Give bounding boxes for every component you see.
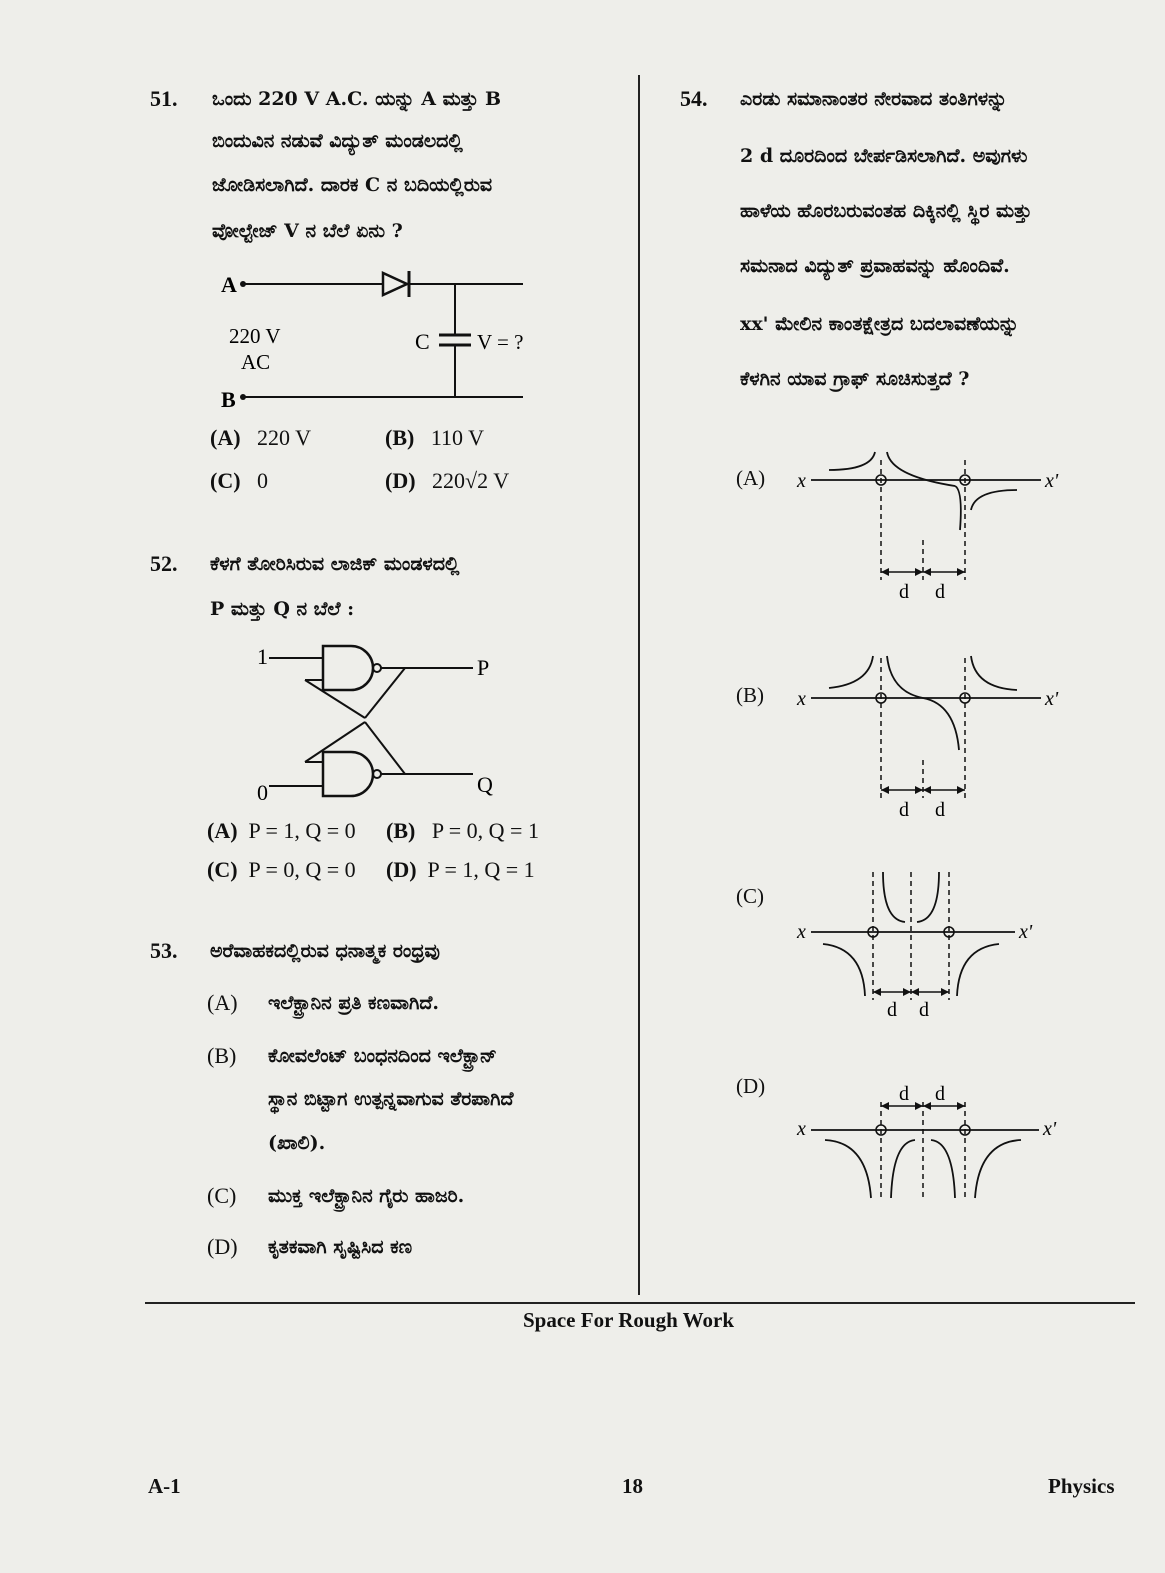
q52-output-p: P [477, 655, 490, 680]
q52-input-0: 0 [257, 780, 268, 805]
q54-line-3: ಹಾಳೆಯ ಹೊರಬರುವಂತಹ ದಿಕ್ಕಿನಲ್ಲಿ ಸ್ಥಿರ ಮತ್ತು [740, 200, 1032, 222]
q54-option-b-key[interactable]: (B) [736, 683, 764, 707]
q51-line-2: ಬಿಂದುವಿನ ನಡುವೆ ವಿದ್ಯುತ್ ಮಂಡಲದಲ್ಲಿ [212, 130, 463, 152]
q51-option-b[interactable]: (B) 110 V [385, 425, 485, 450]
q53-number: 53. [150, 938, 178, 963]
q51-line-3: ಜೋಡಿಸಲಾಗಿದೆ. ದಾರಕ C ನ ಬದಿಯಲ್ಲಿರುವ [212, 174, 493, 196]
q54-line-6: ಕೆಳಗಿನ ಯಾವ ಗ್ರಾಫ್ ಸೂಚಿಸುತ್ತದೆ ? [740, 368, 970, 390]
q54-option-d-key[interactable]: (D) [736, 1074, 766, 1098]
q52-option-b[interactable]: (B) P = 0, Q = 1 [386, 818, 539, 843]
q53-option-c-text: ಮುಕ್ತ ಇಲೆಕ್ಟ್ರಾನಿನ ಗೈರು ಹಾಜರಿ. [268, 1185, 465, 1207]
q52-option-a[interactable]: (A) P = 1, Q = 0 [207, 818, 356, 843]
q54-graph-c-d2: d [919, 999, 929, 1021]
q51-label-source1: 220 V [229, 324, 281, 348]
q53-option-a-key[interactable]: (A) [207, 990, 238, 1015]
q52-logic-circuit [255, 640, 535, 810]
q51-option-d[interactable]: (D) 220√2 V [385, 468, 510, 493]
q54-graph-b-x: x [797, 688, 806, 710]
q54-graph-b-d1: d [899, 799, 909, 821]
q54-graph-a-d2: d [935, 581, 945, 603]
q54-line-1: ಎರಡು ಸಮಾನಾಂತರ ನೇರವಾದ ತಂತಿಗಳನ್ನು [740, 88, 1008, 110]
q53-option-d-text: ಕೃತಕವಾಗಿ ಸೃಷ್ಟಿಸಿದ ಕಣ [268, 1236, 413, 1258]
q52-input-1: 1 [257, 644, 268, 669]
q51-label-v: V = ? [477, 330, 524, 354]
q53-option-c-key[interactable]: (C) [207, 1183, 237, 1208]
q54-graph-c-xp: x' [1019, 921, 1033, 943]
q54-graph-a-d1: d [899, 581, 909, 603]
q52-option-c[interactable]: (C) P = 0, Q = 0 [207, 857, 356, 882]
q54-line-2: 2 d ದೂರದಿಂದ ಬೇರ್ಪಡಿಸಲಾಗಿದೆ. ಅವುಗಳು [740, 145, 1028, 167]
q54-graph-a-x: x [797, 470, 806, 492]
q54-line-5: xx' ಮೇಲಿನ ಕಾಂತಕ್ಷೇತ್ರದ ಬದಲಾವಣೆಯನ್ನು [740, 313, 1019, 335]
q51-number: 51. [150, 86, 178, 111]
q54-graph-d-d1: d [899, 1083, 909, 1105]
q53-stem: ಅರೆವಾಹಕದಲ್ಲಿರುವ ಧನಾತ್ಮಕ ರಂಧ್ರವು [210, 940, 440, 962]
q52-option-d[interactable]: (D) P = 1, Q = 1 [386, 857, 535, 882]
q54-number: 54. [680, 86, 708, 111]
q52-output-q: Q [477, 772, 493, 797]
rough-work-label: Space For Rough Work [523, 1308, 735, 1332]
q51-line-4: ವೋಲ್ಟೇಜ್ V ನ ಬೆಲೆ ಏನು ? [212, 220, 403, 242]
q54-graph-b-xp: x' [1045, 688, 1059, 710]
q53-option-b-line-2: ಸ್ಥಾನ ಬಿಟ್ಟಾಗ ಉತ್ಪನ್ನವಾಗುವ ತೆರಪಾಗಿದೆ [268, 1088, 514, 1110]
page-number: 18 [622, 1474, 643, 1498]
rough-work-divider [145, 1302, 1135, 1304]
q54-graph-a [795, 450, 1059, 603]
q54-graph-c-d1: d [887, 999, 897, 1021]
q54-option-c-key[interactable]: (C) [736, 884, 764, 908]
q51-circuit-diagram [215, 265, 535, 415]
q54-graph-d [795, 1080, 1055, 1210]
q52-line-2: P ಮತ್ತು Q ನ ಬೆಲೆ : [210, 598, 355, 620]
q53-option-d-key[interactable]: (D) [207, 1234, 238, 1259]
q54-graph-d-x: x [797, 1118, 806, 1140]
q54-graph-c [795, 868, 1055, 1028]
q54-graph-c-x: x [797, 921, 806, 943]
q54-graph-d-d2: d [935, 1083, 945, 1105]
q54-option-a-key[interactable]: (A) [736, 466, 766, 490]
q51-label-b: B [221, 387, 236, 412]
q51-line-1: ಒಂದು 220 V A.C. ಯನ್ನು A ಮತ್ತು B [212, 88, 502, 110]
q51-option-c[interactable]: (C) 0 [210, 468, 269, 493]
q51-label-a: A [221, 272, 237, 297]
q51-option-a[interactable]: (A) 220 V [210, 425, 312, 450]
q52-line-1: ಕೆಳಗೆ ತೋರಿಸಿರುವ ಲಾಜಿಕ್ ಮಂಡಳದಲ್ಲಿ [210, 553, 460, 575]
q53-option-a-text: ಇಲೆಕ್ಟ್ರಾನಿನ ಪ್ರತಿ ಕಣವಾಗಿದೆ. [268, 992, 440, 1014]
q51-label-cap: C [415, 329, 430, 354]
q54-graph-b-d2: d [935, 799, 945, 821]
q53-option-b-line-1: ಕೋವಲೆಂಟ್ ಬಂಧನದಿಂದ ಇಲೆಕ್ಟ್ರಾನ್ [268, 1045, 497, 1067]
q54-graph-b [795, 650, 1059, 821]
q54-line-4: ಸಮನಾದ ವಿದ್ಯುತ್ ಪ್ರವಾಹವನ್ನು ಹೊಂದಿವೆ. [740, 255, 1010, 277]
paper-code: A-1 [148, 1474, 181, 1498]
q53-option-b-key[interactable]: (B) [207, 1043, 237, 1068]
subject-name: Physics [1048, 1474, 1115, 1498]
q53-option-b-line-3: (ಖಾಲಿ). [268, 1132, 326, 1154]
q54-graph-d-xp: x' [1043, 1118, 1057, 1140]
q52-number: 52. [150, 551, 178, 576]
column-divider [638, 75, 640, 1295]
q51-label-source2: AC [241, 350, 271, 374]
q54-graph-a-xp: x' [1045, 470, 1059, 492]
